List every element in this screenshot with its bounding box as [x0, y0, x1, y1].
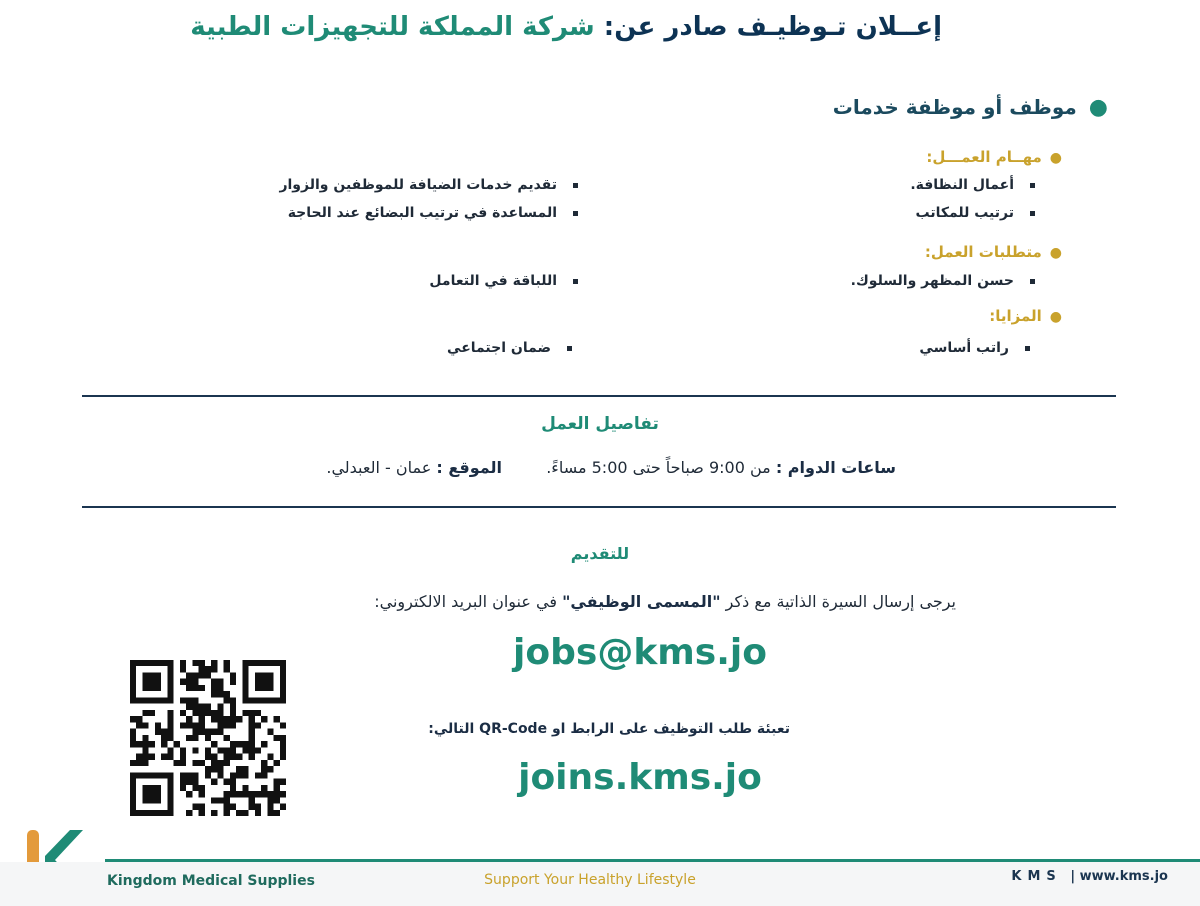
- requirements-heading-text: متطلبات العمل:: [924, 243, 1042, 261]
- task-item-text: تقديم خدمات الضيافة للموظفين والزوار: [279, 177, 557, 193]
- form-instructions: تعبئة طلب التوظيف على الرابط او QR-Code التالي:: [428, 721, 790, 737]
- details-title: تفاصيل العمل: [541, 414, 659, 434]
- footer-website-link[interactable]: www.kms.jo: [1079, 869, 1168, 884]
- divider: [82, 395, 1116, 397]
- location-label: الموقع :: [436, 458, 503, 477]
- benefit-item-text: راتب أساسي: [919, 340, 1009, 356]
- bullet-dot-icon: ●: [1049, 150, 1062, 166]
- bullet-dot-icon: ●: [1049, 245, 1062, 261]
- apply-instructions: [374, 592, 956, 611]
- requirements-heading: [925, 243, 1062, 261]
- footer-separator: |: [1070, 869, 1076, 884]
- footer-company-name: Kingdom Medical Supplies: [107, 873, 315, 889]
- tasks-heading-text: مهــام العمـــل:: [926, 148, 1042, 166]
- task-item-text: المساعدة في ترتيب البضائع عند الحاجة: [287, 205, 557, 221]
- requirement-item-text: اللباقة في التعامل: [429, 273, 557, 289]
- job-title: [833, 95, 1108, 120]
- job-title-quote: "المسمى الوظيفي": [562, 592, 721, 611]
- email-link[interactable]: jobs@kms.jo: [513, 632, 767, 673]
- application-url-link[interactable]: joins.kms.jo: [518, 757, 762, 798]
- task-item-text: ترتيب للمكاتب: [915, 205, 1014, 221]
- square-bullet-icon: [1030, 183, 1035, 188]
- requirement-item-text: حسن المظهر والسلوك.: [850, 273, 1014, 289]
- square-bullet-icon: [1030, 211, 1035, 216]
- bullet-dot-icon: ●: [1049, 309, 1062, 325]
- footer-brand: KMS: [1011, 869, 1062, 884]
- qr-code-icon[interactable]: [130, 660, 286, 816]
- square-bullet-icon: [573, 279, 578, 284]
- location-value: عمان - العبدلي.: [326, 458, 432, 477]
- task-item: [279, 177, 578, 193]
- header-prefix: إعــلان تـوظيـف صادر عن:: [603, 12, 942, 42]
- announcement-header: [190, 12, 942, 42]
- square-bullet-icon: [567, 346, 572, 351]
- square-bullet-icon: [1025, 346, 1030, 351]
- requirement-item: [429, 273, 578, 289]
- benefits-heading-text: المزايا:: [989, 307, 1042, 325]
- benefits-heading: [989, 307, 1062, 325]
- apply-title: للتقديم: [570, 544, 630, 563]
- task-item: [288, 205, 578, 221]
- benefit-item: [447, 340, 572, 356]
- hours-label: ساعات الدوام :: [775, 458, 896, 477]
- benefit-item: [919, 340, 1030, 356]
- bullet-dot-icon: ●: [1088, 95, 1108, 120]
- square-bullet-icon: [1030, 279, 1035, 284]
- company-name: شركة المملكة للتجهيزات الطبية: [190, 12, 595, 42]
- divider: [82, 506, 1116, 508]
- task-item: [916, 205, 1035, 221]
- job-title-text: موظف أو موظفة خدمات: [832, 95, 1077, 119]
- task-item-text: أعمال النظافة.: [910, 177, 1014, 193]
- apply-instr-after: في عنوان البريد الالكتروني:: [374, 592, 557, 611]
- square-bullet-icon: [573, 183, 578, 188]
- hours-value: من 9:00 صباحاً حتى 5:00 مساءً.: [546, 458, 771, 477]
- task-item: [910, 177, 1035, 193]
- square-bullet-icon: [573, 211, 578, 216]
- footer-website: [1011, 869, 1168, 884]
- footer-slogan: Support Your Healthy Lifestyle: [484, 872, 696, 888]
- footer-accent-bar: [105, 859, 1200, 862]
- requirement-item: [851, 273, 1035, 289]
- tasks-heading: [926, 148, 1062, 166]
- work-details-line: [326, 458, 896, 477]
- apply-instr-before: يرجى إرسال السيرة الذاتية مع ذكر: [725, 592, 956, 611]
- benefit-item-text: ضمان اجتماعي: [447, 340, 551, 356]
